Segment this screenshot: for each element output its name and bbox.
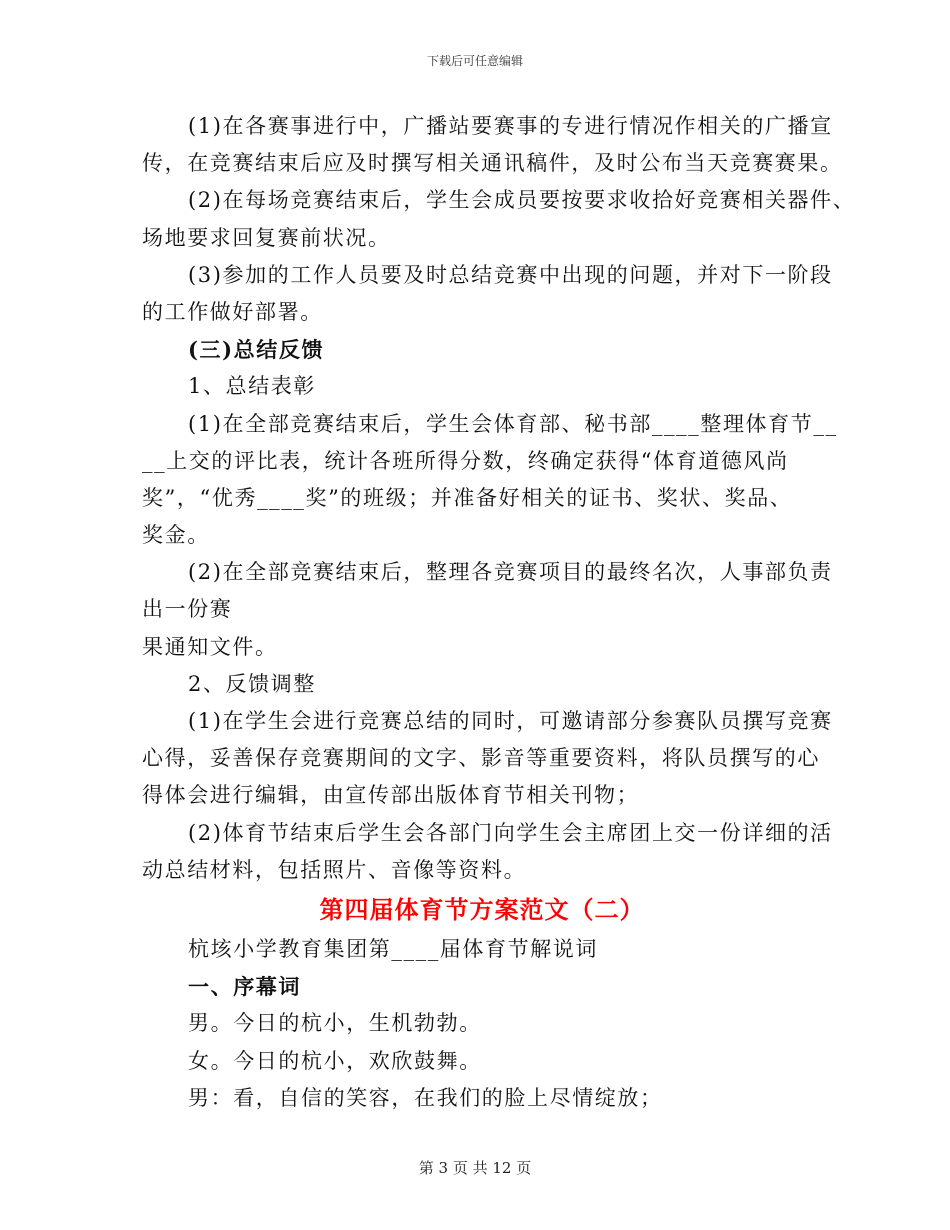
paragraph-line: 男：看，自信的笑容，在我们的脸上尽情绽放； [188, 1085, 663, 1110]
paragraph-line: 女。今日的杭小，欢欣鼓舞。 [188, 1048, 482, 1073]
paragraph-line: 出一份赛 [142, 597, 233, 622]
paragraph-line: (2)在每场竞赛结束后，学生会成员要按要求收拾好竞赛相关器件、 [188, 188, 856, 213]
paragraph-line: 奖金。 [142, 523, 210, 548]
section-heading: 一、序幕词 [188, 974, 301, 1000]
paragraph-line: __上交的评比表，统计各班所得分数，终确定获得“体育道德风尚 [142, 448, 789, 473]
paragraph-line: 奖”，“优秀____奖”的班级；并准备好相关的证书、奖状、奖品、 [142, 485, 793, 510]
paragraph-line: (1)在学生会进行竞赛总结的同时，可邀请部分参赛队员撰写竞赛 [188, 709, 833, 733]
paragraph-line: 心得，妥善保存竞赛期间的文字、影音等重要资料，将队员撰写的心 [142, 746, 820, 771]
paragraph-line: 杭垓小学教育集团第____届体育节解说词 [188, 936, 598, 961]
paragraph-line: 的工作做好部署。 [142, 299, 323, 324]
paragraph-line: 传，在竞赛结束后应及时撰写相关通讯稿件，及时公布当天竞赛赛果。 [142, 151, 843, 176]
paragraph-line: (1)在各赛事进行中，广播站要赛事的专进行情况作相关的广播宣 [188, 114, 833, 138]
section-heading: (三)总结反馈 [188, 337, 325, 363]
page-footer: 第 3 页 共 12 页 [418, 1159, 532, 1177]
paragraph-line: (2)体育节结束后学生会各部门向学生会主席团上交一份详细的活 [188, 820, 833, 845]
paragraph-line: 果通知文件。 [142, 634, 278, 659]
paragraph-line: 场地要求回复赛前状况。 [142, 225, 391, 250]
paragraph-line: 动总结材料，包括照片、音像等资料。 [142, 857, 527, 882]
paragraph-line: 得体会进行编辑，由宣传部出版体育节相关刊物； [142, 783, 640, 808]
document-body [142, 108, 856, 1117]
subsection-heading: 2、反馈调整 [188, 671, 316, 696]
paragraph-line: (2)在全部竞赛结束后，整理各竞赛项目的最终名次，人事部负责 [188, 560, 833, 585]
paragraph-line: (3)参加的工作人员要及时总结竞赛中出现的问题，并对下一阶段 [188, 262, 833, 287]
paragraph-line: (1)在全部竞赛结束后，学生会体育部、秘书部____整理体育节__ [188, 411, 838, 436]
section-title: 第四届体育节方案范文（二） [319, 894, 645, 924]
subsection-heading: 1、总结表彰 [188, 374, 316, 399]
header-note: 下载后可任意编辑 [426, 54, 523, 68]
paragraph-line: 男。今日的杭小，生机勃勃。 [188, 1011, 482, 1036]
